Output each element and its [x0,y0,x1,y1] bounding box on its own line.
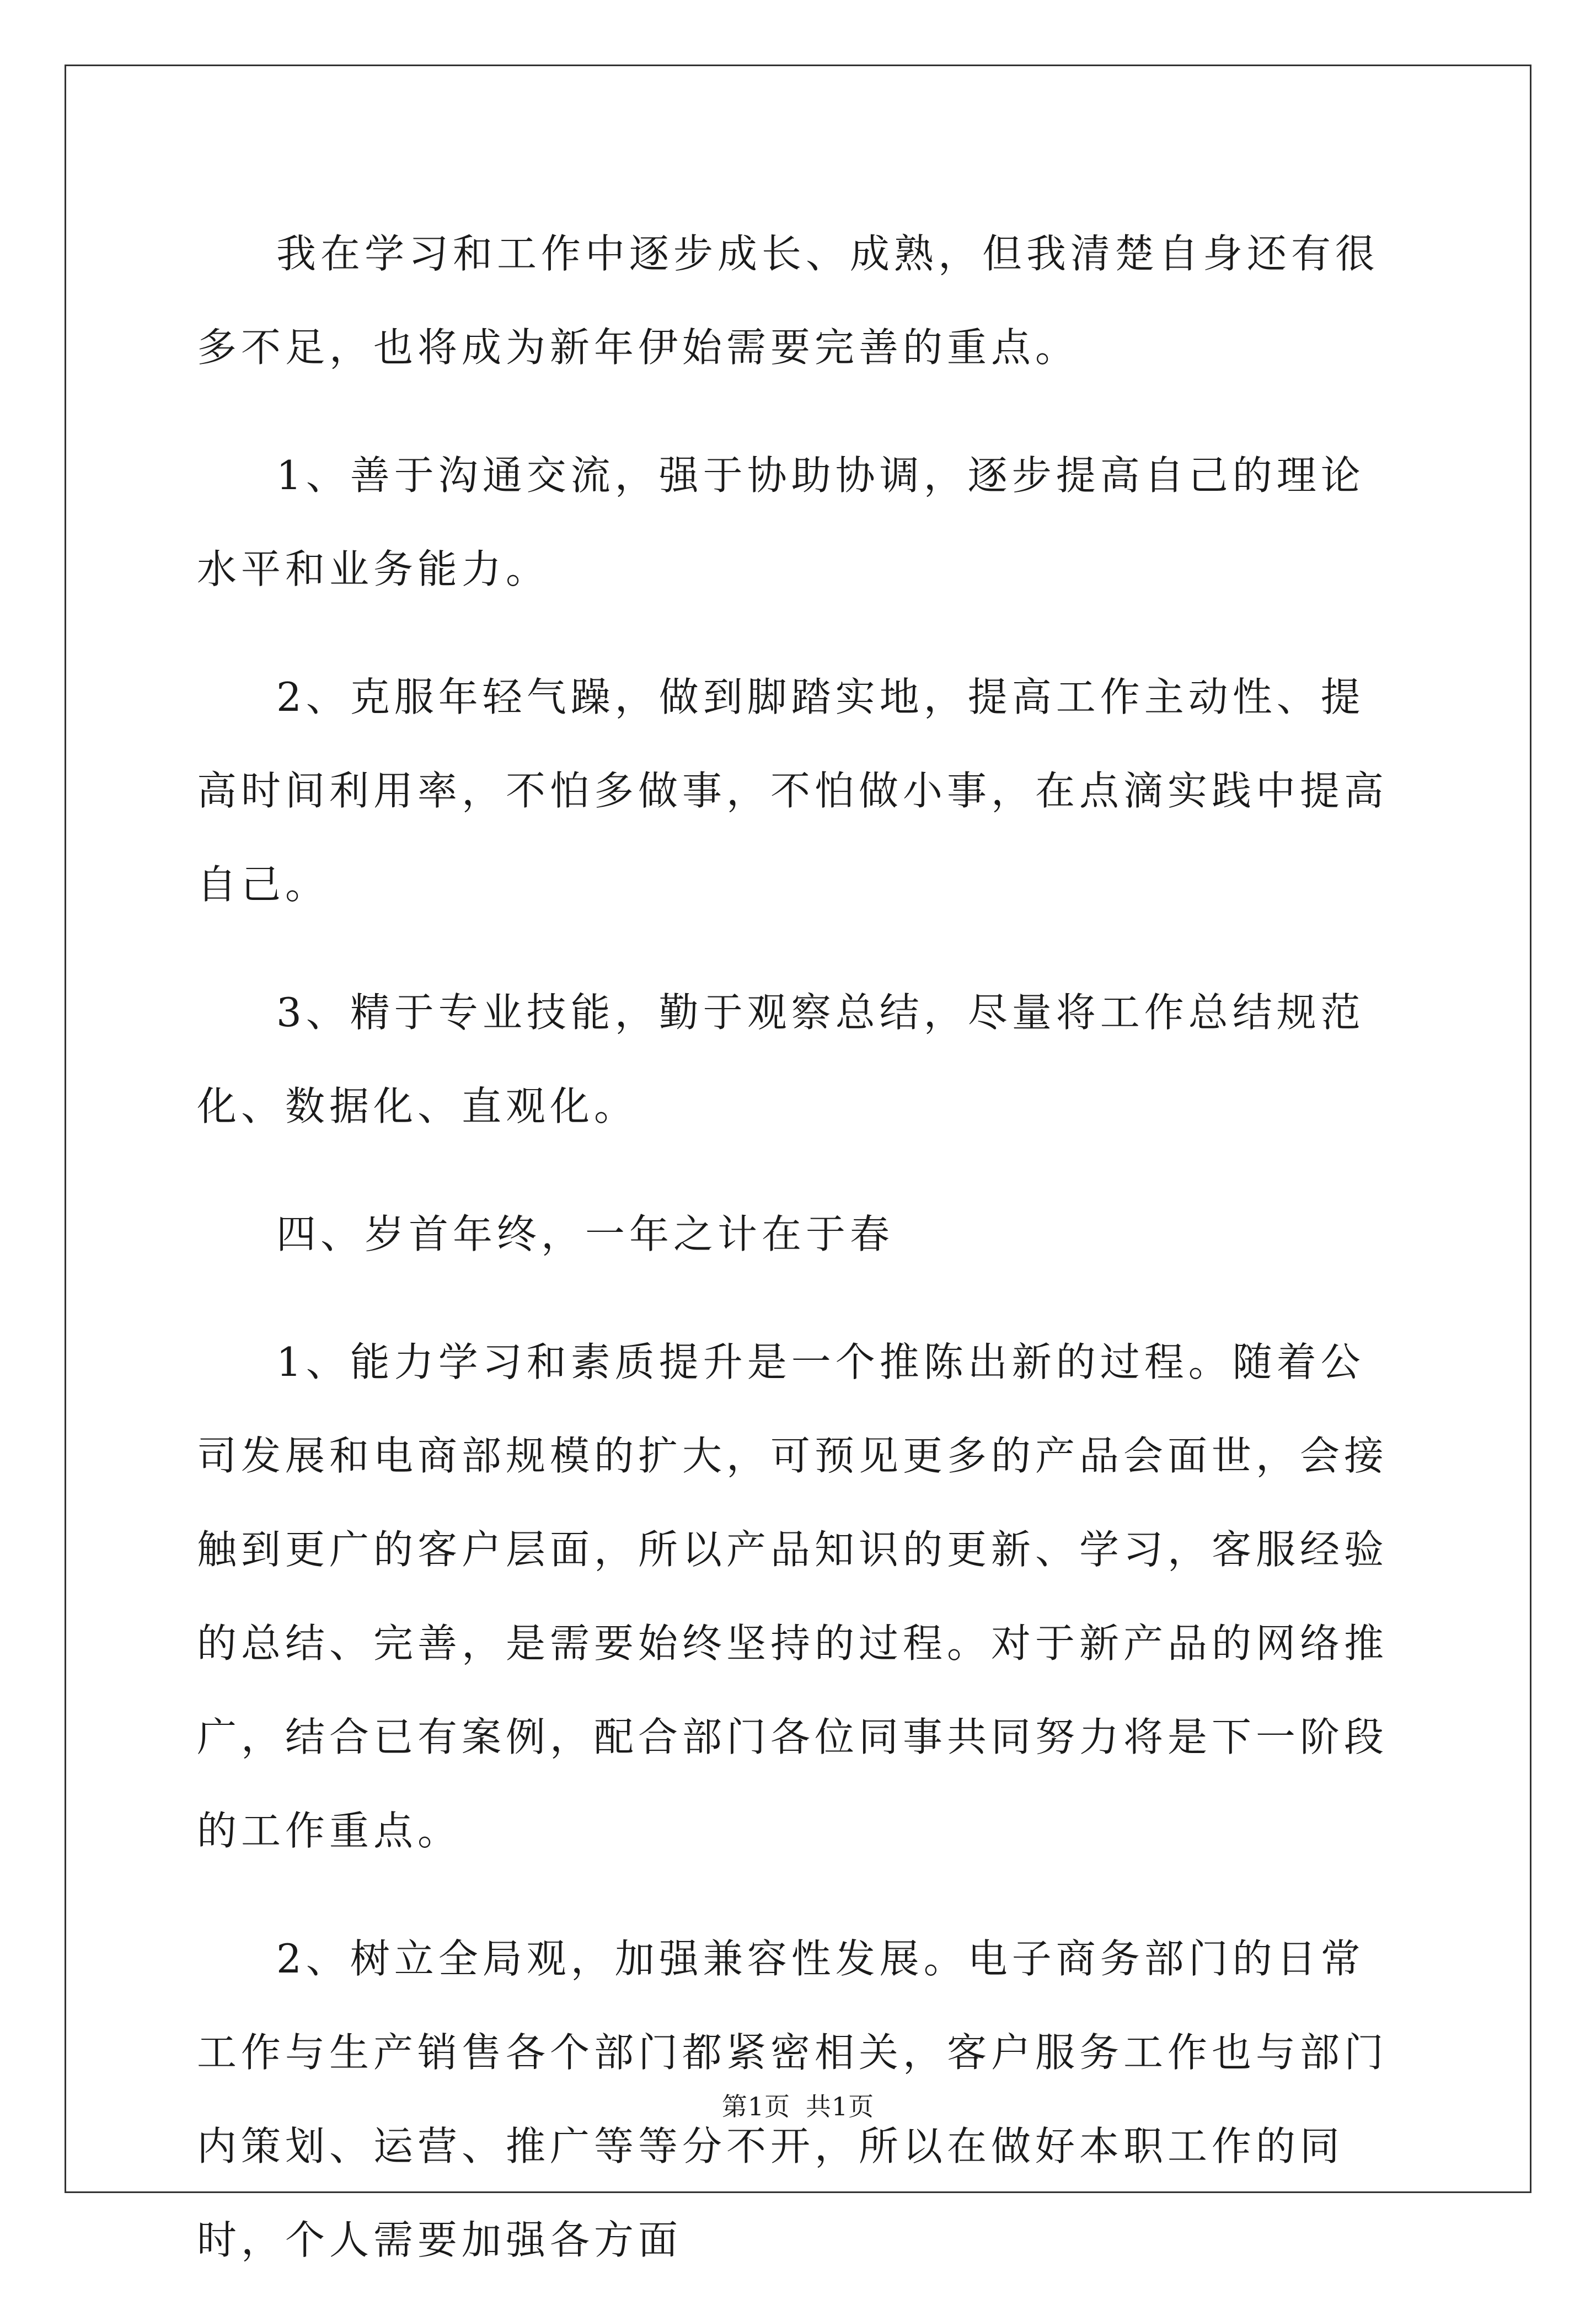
paragraph: 我在学习和工作中逐步成长、成熟，但我清楚自身还有很多不足，也将成为新年伊始需要完善的重点。 [197,231,1380,371]
page-footer [0,2090,1596,2123]
section-heading: 四、岁首年终，一年之计在于春 [276,1211,895,1257]
paragraph: 1、善于沟通交流，强于协助协调，逐步提高自己的理论水平和业务能力。 [197,452,1365,592]
paragraph: 2、树立全局观，加强兼容性发展。电子商务部门的日常工作与生产销售各个部门都紧密相关，客户服务工作也与部门内策划、运营、推广等等分不开，所以在做好本职工作的同时，个人需要加强各方面 [197,1936,1389,2263]
paragraph: 3、精于专业技能，勤于观察总结，尽量将工作总结规范化、数据化、直观化。 [197,989,1365,1129]
page-number: 第1页 [721,2092,791,2121]
paragraph: 1、能力学习和素质提升是一个推陈出新的过程。随着公司发展和电商部规模的扩大，可预见更多的产品会面世，会接触到更广的客户层面，所以产品知识的更新、学习，客服经验的总结、完善，是需要始终坚持的过程。对于新产品的网络推广，结合已有案例，配合部门各位同事共同努力将是下一阶段的工作重点。 [197,1339,1389,1854]
document-body [197,207,1405,2321]
paragraph: 2、克服年轻气躁，做到脚踏实地，提高工作主动性、提高时间利用率，不怕多做事，不怕做小事，在点滴实践中提高自己。 [197,674,1389,908]
page-total: 共1页 [805,2092,875,2121]
